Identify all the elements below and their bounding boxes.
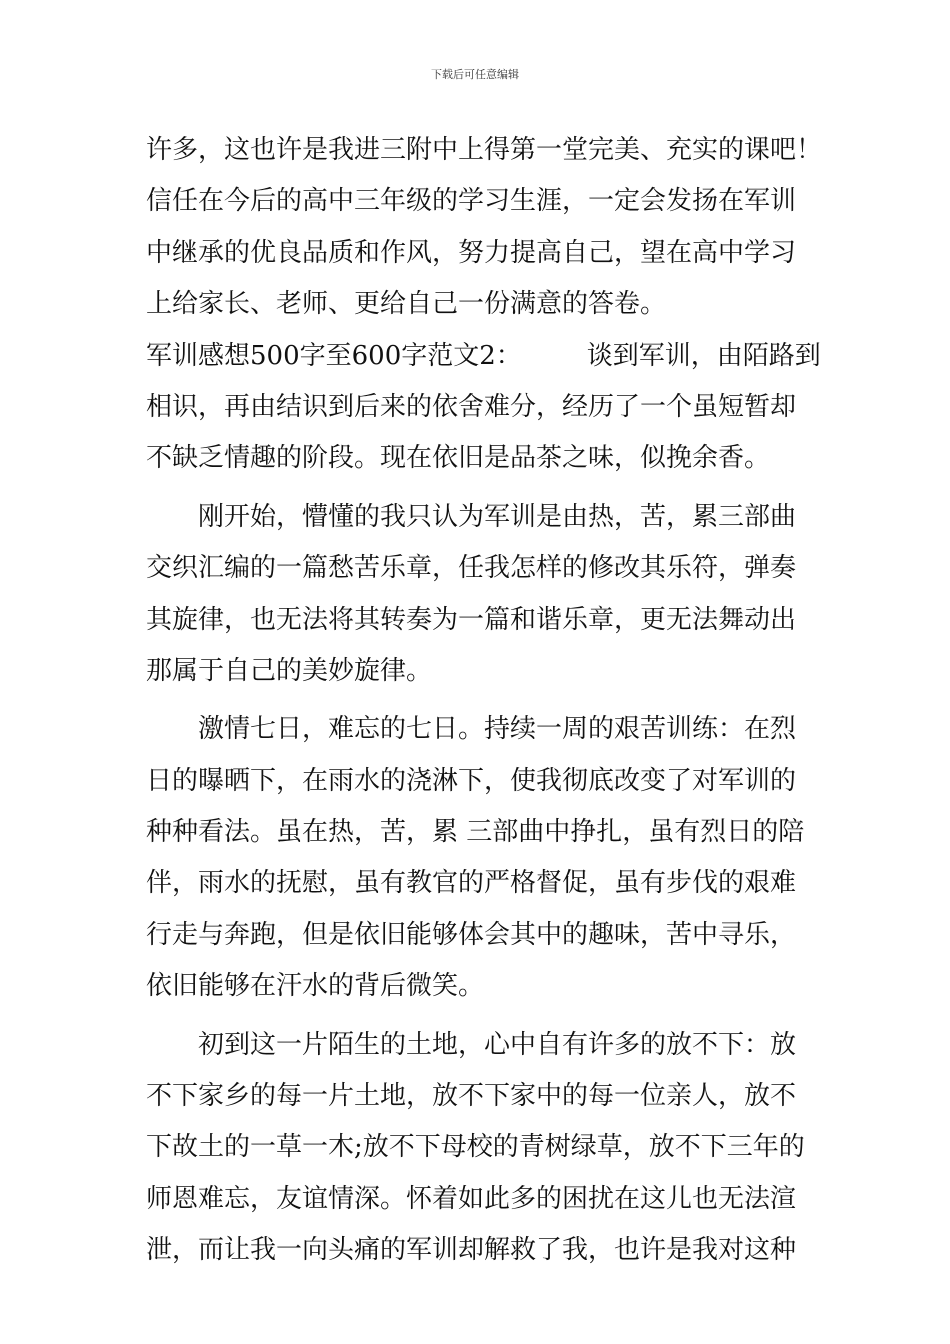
text-line: 上给家长、老师、更给自己一份满意的答卷。: [146, 289, 667, 320]
text-line: 初到这一片陌生的土地，心中自有许多的放不下：放: [198, 1029, 797, 1060]
text-line: 不下家乡的每一片土地，放不下家中的每一位亲人，放不: [146, 1081, 797, 1112]
body-text: [146, 128, 823, 1280]
paragraph-gap: [146, 1016, 806, 1023]
text-line: 行走与奔跑，但是依旧能够体会其中的趣味，苦中寻乐，: [146, 919, 797, 950]
text-line: 其旋律，也无法将其转奏为一篇和谐乐章，更无法舞动出: [146, 604, 797, 635]
text-line: 信任在今后的高中三年级的学习生涯，一定会发扬在军训: [146, 186, 797, 217]
text-line: 刚开始，懵懂的我只认为军训是由热，苦，累三部曲: [198, 501, 797, 532]
text-line: 依旧能够在汗水的背后微笑。: [146, 971, 485, 1002]
text-line: 种种看法。虽在热，苦，累 三部曲中挣扎，虽有烈日的陪: [146, 817, 805, 848]
paragraph-gap: [146, 488, 806, 495]
text-line: 激情七日，难忘的七日。持续一周的艰苦训练：在烈: [198, 714, 797, 745]
paragraph: [146, 1023, 806, 1280]
paragraph: [146, 707, 806, 1015]
paragraph: [146, 495, 806, 701]
text-line: 交织汇编的一篇愁苦乐章，任我怎样的修改其乐符，弹奏: [146, 553, 797, 584]
text-line: 日的曝晒下，在雨水的浇淋下，使我彻底改变了对军训的: [146, 765, 797, 796]
text-line: 军训感想500字至600字范文2： 谈到军训，由陌路到: [146, 340, 821, 371]
text-line: 师恩难忘，友谊情深。怀着如此多的困扰在这儿也无法渲: [146, 1183, 797, 1214]
text-line: 许多，这也许是我进三附中上得第一堂完美、充实的课吧！: [146, 135, 823, 165]
text-line: 那属于自己的美妙旋律。: [146, 655, 433, 686]
text-line: 不缺乏情趣的阶段。现在依旧是品茶之味，似挽余香。: [146, 443, 771, 474]
paragraph-gap: [146, 700, 806, 707]
text-line: 泄，而让我一向头痛的军训却解救了我，也许是我对这种: [146, 1235, 797, 1266]
text-line: 相识，再由结识到后来的依舍难分，经历了一个虽短暂却: [146, 391, 797, 422]
text-line: 中继承的优良品质和作风，努力提高自己，望在高中学习: [146, 237, 797, 268]
page-header: 下载后可任意编辑: [431, 68, 519, 81]
paragraph: [146, 128, 823, 334]
text-line: 下故土的一草一木;放不下母校的青树绿草，放不下三年的: [146, 1132, 805, 1163]
paragraph: [146, 334, 821, 488]
text-line: 伴，雨水的抚慰，虽有教官的严格督促，虽有步伐的艰难: [146, 868, 797, 899]
